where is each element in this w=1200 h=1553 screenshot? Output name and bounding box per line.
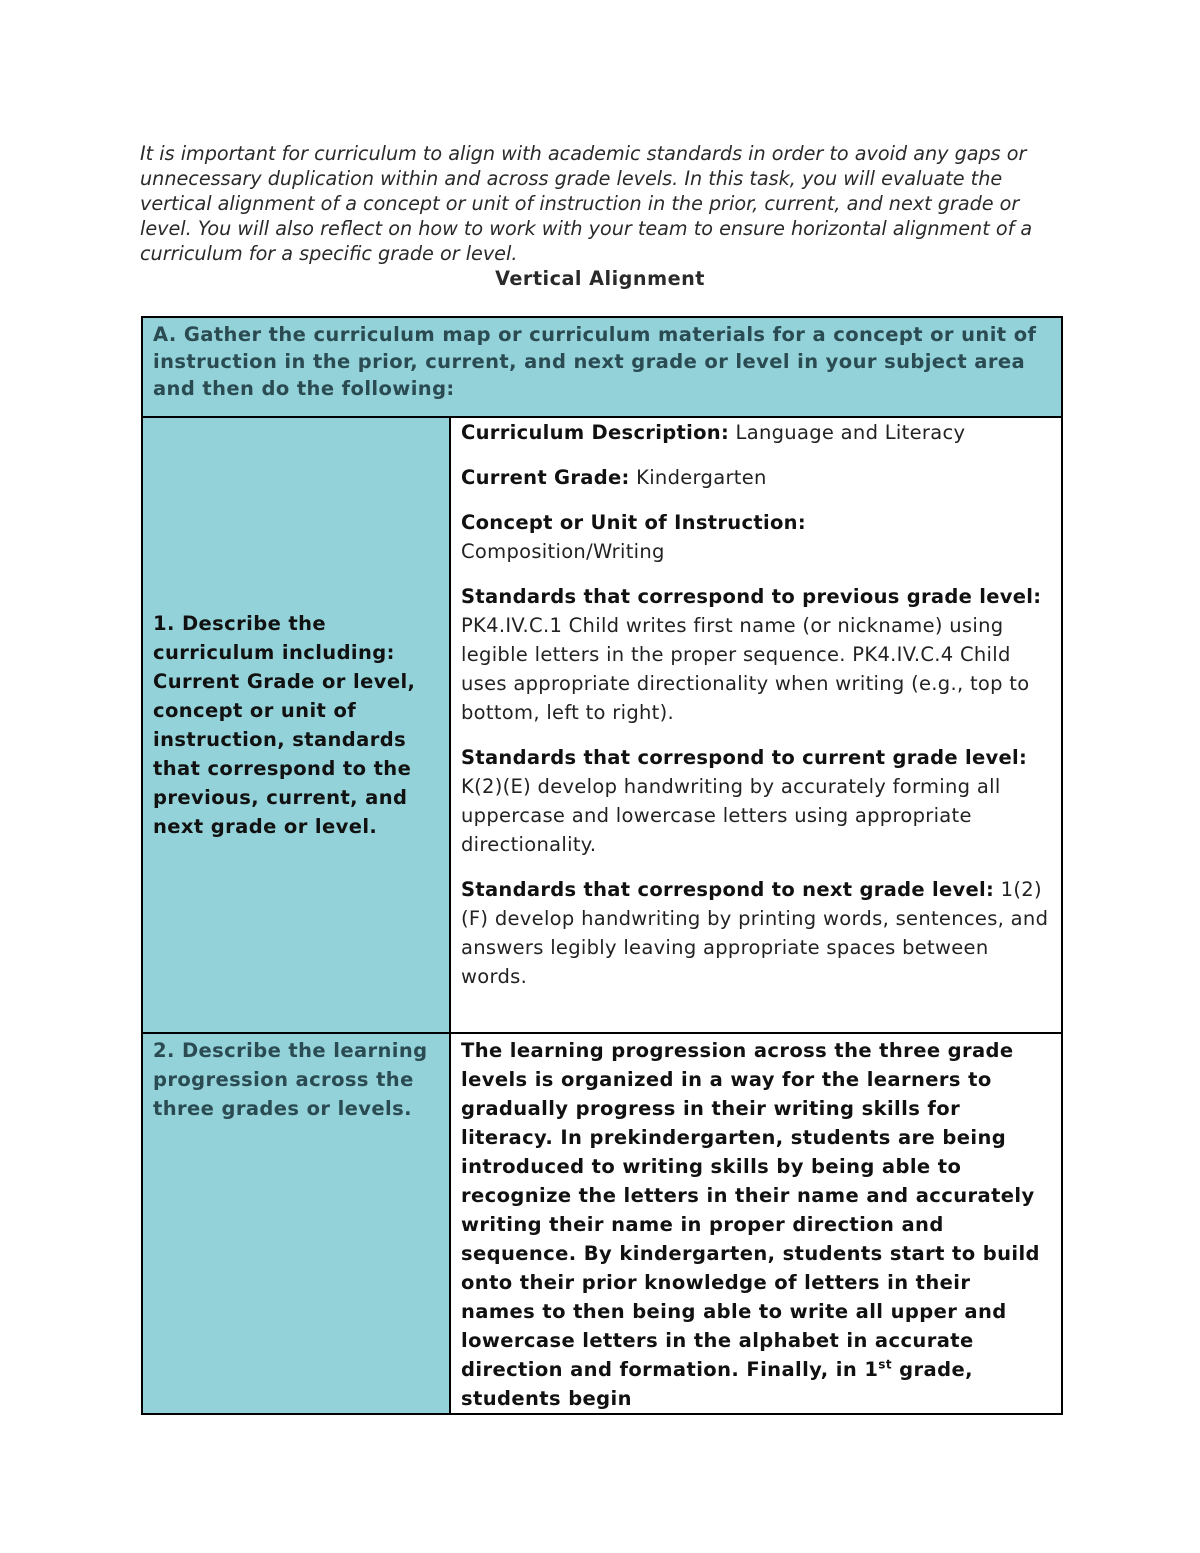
row1-response-cell xyxy=(450,417,1062,1033)
concept-unit-label: Concept or Unit of Instruction: xyxy=(461,511,806,534)
row2-prompt: 2. Describe the learning progression across the three grades or levels. xyxy=(153,1039,428,1120)
current-grade-standards-value: K(2)(E) develop handwriting by accurately forming all uppercase and lowercase letters using appropriate directionality. xyxy=(461,775,1001,856)
table-header-row xyxy=(142,317,1062,417)
table-row xyxy=(142,1033,1062,1414)
table-header-text: A. Gather the curriculum map or curriculum materials for a concept or unit of instruction in the prior, current, and next grade or level in your subject area and then do the following: xyxy=(153,323,1037,400)
next-grade-standards-label: Standards that correspond to next grade level: xyxy=(461,878,995,901)
learning-progression-text xyxy=(451,1034,1061,1413)
section-heading: Vertical Alignment xyxy=(495,267,705,290)
current-grade-standards-label: Standards that correspond to current grade level: xyxy=(461,746,1028,769)
table-row xyxy=(142,417,1062,1033)
concept-unit-value: Composition/Writing xyxy=(461,540,665,563)
alignment-table xyxy=(141,316,1063,1415)
previous-grade-standards-value: PK4.IV.C.1 Child writes first name (or nickname) using legible letters in the proper sequence. PK4.IV.C.4 Child uses appropriate directionality when writing (e.g., top to bottom, left to right). xyxy=(461,614,1030,724)
row1-prompt-cell xyxy=(142,417,450,1033)
row2-response-cell xyxy=(450,1033,1062,1414)
current-grade-label: Current Grade: xyxy=(461,466,630,489)
current-grade xyxy=(451,463,1061,492)
previous-grade-standards-label: Standards that correspond to previous grade level: xyxy=(461,585,1042,608)
learning-progression-part1: The learning progression across the three grade levels is organized in a way for the learners to gradually progress in their writing skills for literacy. In prekindergarten, students are being introduced to writing skills by being able to recognize the letters in their name and accurately writing their name in proper direction and sequence. By kindergarten, students start to build onto their prior knowledge of letters in their names to then being able to write all upper and lowercase letters in the alphabet in accurate direction and formation. Finally, in 1 xyxy=(461,1039,1040,1381)
current-grade-standards xyxy=(451,743,1061,859)
learning-progression-part2: grade, students begin xyxy=(461,1358,973,1410)
curriculum-description xyxy=(451,418,1061,447)
curriculum-description-value: Language and Literacy xyxy=(735,421,966,444)
concept-unit xyxy=(451,508,1061,566)
ordinal-suffix: st xyxy=(878,1357,892,1372)
previous-grade-standards xyxy=(451,582,1061,727)
table-header-cell xyxy=(142,317,1062,417)
row1-prompt: 1. Describe the curriculum including: Current Grade or level, concept or unit of instruction, standards that correspond to the previous, current, and next grade or level. xyxy=(153,612,416,838)
row2-prompt-cell xyxy=(142,1033,450,1414)
intro-paragraph: It is important for curriculum to align with academic standards in order to avoid any gaps or unnecessary duplication within and across grade levels. In this task, you will evaluate the vertical alignment of a concept or unit of instruction in the prior, current, and next grade or level. You will also reflect on how to work with your team to ensure horizontal alignment of a curriculum for a specific grade or level. xyxy=(140,142,1033,265)
current-grade-value: Kindergarten xyxy=(636,466,767,489)
next-grade-standards-value: 1(2)(F) develop handwriting by printing words, sentences, and answers legibly leaving appropriate spaces between words. xyxy=(461,878,1049,988)
next-grade-standards xyxy=(451,875,1061,991)
curriculum-description-label: Curriculum Description: xyxy=(461,421,730,444)
